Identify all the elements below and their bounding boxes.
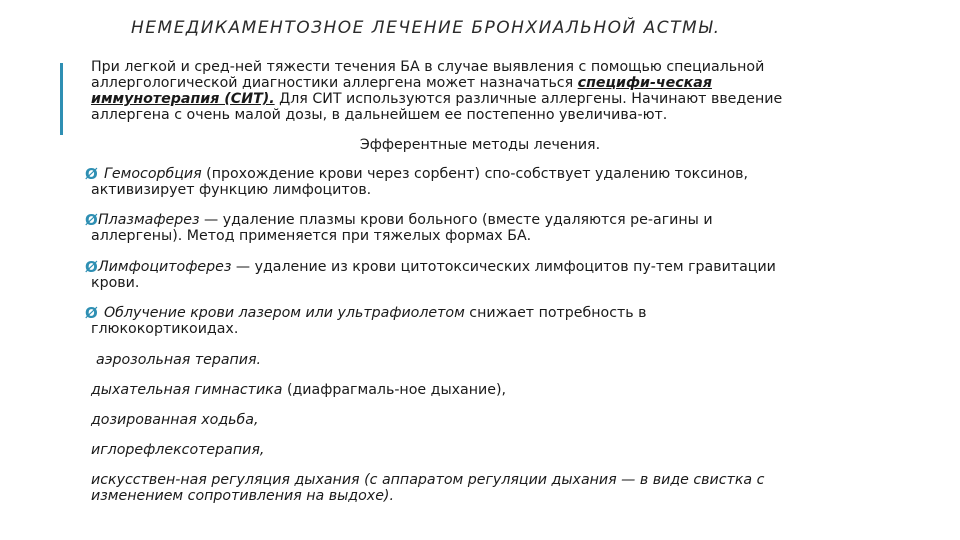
method-term: Плазмаферез (98, 212, 200, 228)
method-line-1 (98, 260, 776, 275)
method-line-2: аллергены). Метод применяется при тяжелых формах БА. (91, 228, 532, 244)
intro-line-3 (91, 92, 782, 107)
accent-bar (60, 63, 63, 135)
intro-highlight-sit: иммунотерапия (СИТ). (91, 91, 275, 107)
intro-highlight-specific: специфи-ческая (577, 75, 712, 91)
intro-line-3-text: Для СИТ используются различные аллергены. Начинают введение (274, 91, 783, 107)
artificial-regulation-line-1: искусствен-ная регуляция дыхания (с аппаратом регуляции дыхания — в виде свистка с (91, 472, 765, 488)
arrow-bullet-icon: Ø (85, 165, 98, 183)
walking-item: дозированная ходьба, (91, 412, 259, 428)
method-term: Облучение крови лазером или ультрафиолетом (104, 305, 465, 321)
method-desc: — удаление из крови цитотоксических лимфоцитов пу-тем гравитации (231, 259, 776, 275)
method-line-2: крови. (91, 275, 140, 291)
method-line-1 (98, 213, 713, 228)
method-line-2: активизирует функцию лимфоцитов. (91, 182, 372, 198)
page-title: НЕМЕДИКАМЕНТОЗНОЕ ЛЕЧЕНИЕ БРОНХИАЛЬНОЙ АСТМЫ. (131, 18, 721, 38)
method-desc: — удаление плазмы крови больного (вместе удаляются ре-агины и (199, 212, 713, 228)
arrow-bullet-icon: Ø (85, 258, 98, 276)
arrow-bullet-icon: Ø (85, 304, 98, 322)
breathing-item (91, 382, 506, 398)
method-line-1 (104, 306, 647, 321)
intro-line-2 (91, 76, 712, 91)
method-desc: снижает потребность в (464, 305, 647, 321)
breathing-desc: (диафрагмаль-ное дыхание), (282, 382, 507, 398)
method-line-2: глюкокортикоидах. (91, 321, 239, 337)
aerosol-item: аэрозольная терапия. (96, 352, 262, 368)
method-desc: (прохождение крови через сорбент) спо-собствует удалению токсинов, (201, 166, 749, 182)
section-heading: Эфферентные методы лечения. (359, 137, 601, 153)
intro-line-4: аллергена с очень малой дозы, в дальнейшем ее постепенно увеличива-ют. (91, 107, 668, 123)
artificial-regulation-line-2: изменением сопротивления на выдохе). (91, 488, 394, 504)
intro-line-1: При легкой и сред-ней тяжести течения БА в случае выявления с помощью специальной (91, 59, 765, 75)
method-line-1 (104, 167, 748, 182)
arrow-bullet-icon: Ø (85, 211, 98, 229)
breathing-term: дыхательная гимнастика (91, 382, 283, 398)
intro-line-2-text: аллергологической диагностики аллергена может назначаться (91, 75, 578, 91)
method-term: Гемосорбция (104, 166, 202, 182)
method-term: Лимфоцитоферез (98, 259, 232, 275)
reflexotherapy-item: иглорефлексотерапия, (91, 442, 265, 458)
